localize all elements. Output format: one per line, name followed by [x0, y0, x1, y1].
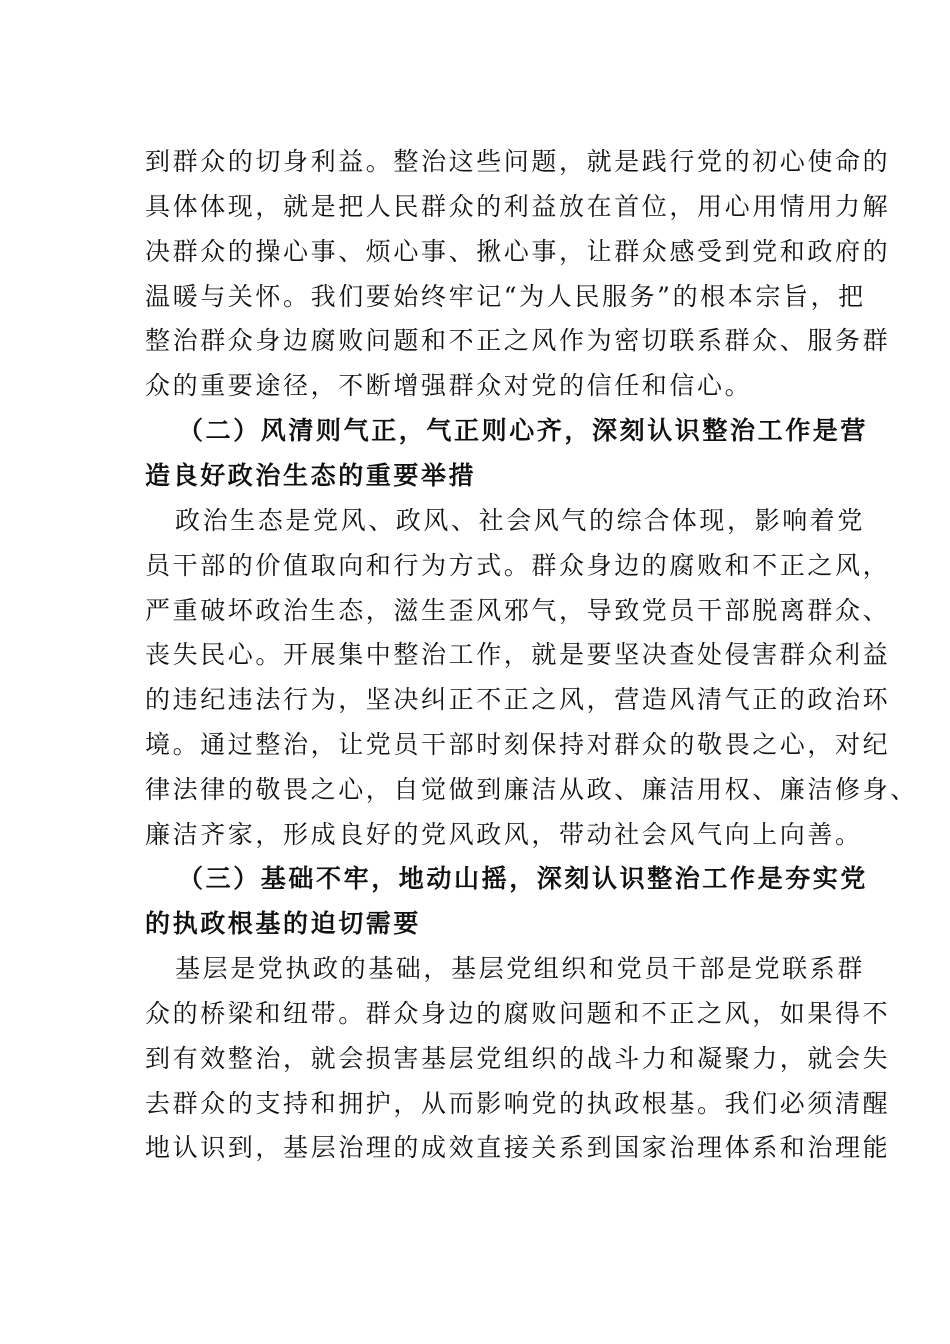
- text-line: 严重破坏政治生态，滋生歪风邪气，导致党员干部脱离群众、: [145, 596, 891, 625]
- paragraph-start: 政治生态是党风、政风、社会风气的综合体现，影响着党: [175, 506, 866, 535]
- text-line: 员干部的价值取向和行为方式。群众身边的腐败和不正之风，: [145, 551, 891, 580]
- section-heading-2: （二）风清则气正，气正则心齐，深刻认识整治工作是营: [178, 416, 869, 445]
- section-heading-2-cont: 造良好政治生态的重要举措: [145, 461, 477, 490]
- section-heading-3-cont: 的执政根基的迫切需要: [145, 909, 422, 938]
- text-line: 丧失民心。开展集中整治工作，就是要坚决查处侵害群众利益: [145, 640, 891, 669]
- text-line: 到有效整治，就会损害基层党组织的战斗力和凝聚力，就会失: [145, 1044, 891, 1073]
- text-line: 温暖与关怀。我们要始终牢记“为人民服务”的根本宗旨，把: [145, 282, 866, 311]
- text-line: 的违纪违法行为，坚决纠正不正之风，营造风清气正的政治环: [145, 685, 891, 714]
- text-line: 具体体现，就是把人民群众的利益放在首位，用心用情用力解: [145, 192, 891, 221]
- text-line: 众的重要途径，不断增强群众对党的信任和信心。: [145, 371, 753, 400]
- paragraph-start: 基层是党执政的基础，基层党组织和党员干部是党联系群: [175, 954, 866, 983]
- text-line: 去群众的支持和拥护，从而影响党的执政根基。我们必须清醒: [145, 1089, 891, 1118]
- text-line: 地认识到，基层治理的成效直接关系到国家治理体系和治理能: [145, 1133, 891, 1162]
- text-line: 到群众的切身利益。整治这些问题，就是践行党的初心使命的: [145, 147, 891, 176]
- text-line: 众的桥梁和纽带。群众身边的腐败问题和不正之风，如果得不: [145, 999, 891, 1028]
- section-heading-3: （三）基础不牢，地动山摇，深刻认识整治工作是夯实党: [178, 864, 869, 893]
- text-line: 整治群众身边腐败问题和不正之风作为密切联系群众、服务群: [145, 326, 891, 355]
- text-line: 廉洁齐家，形成良好的党风政风，带动社会风气向上向善。: [145, 820, 863, 849]
- text-line: 境。通过整治，让党员干部时刻保持对群众的敬畏之心，对纪: [145, 730, 891, 759]
- text-line: 决群众的操心事、烦心事、揪心事，让群众感受到党和政府的: [145, 237, 891, 266]
- text-line: 律法律的敬畏之心，自觉做到廉洁从政、廉洁用权、廉洁修身、: [145, 775, 918, 804]
